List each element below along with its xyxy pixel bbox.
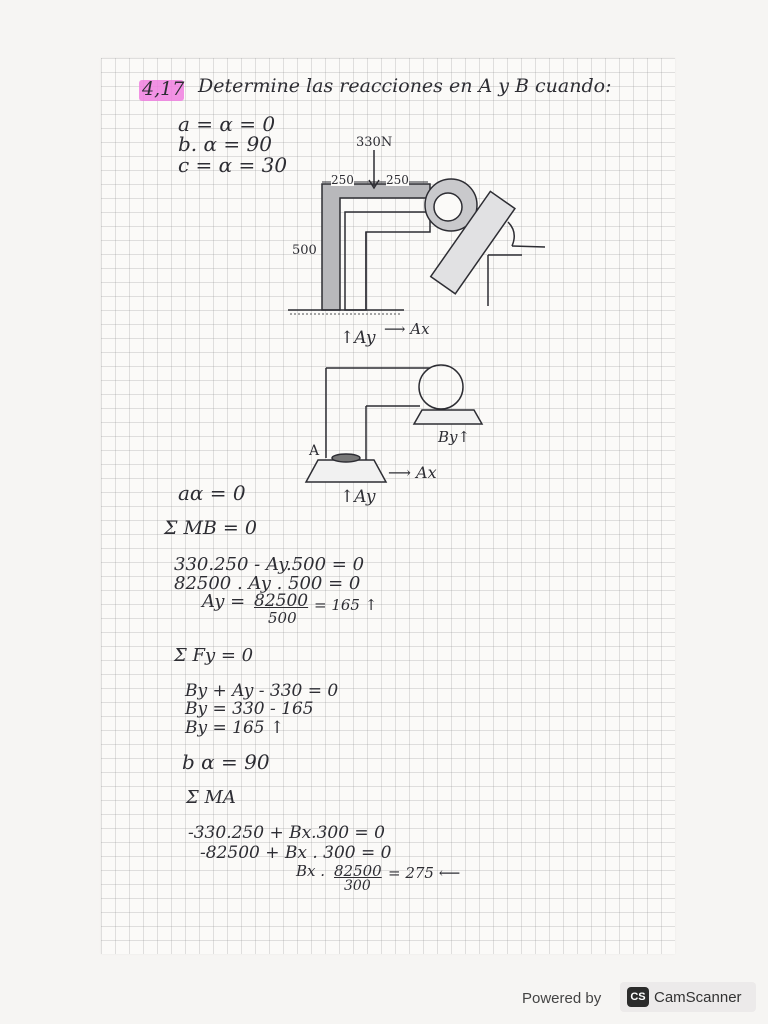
- powered-by-text: Powered by: [522, 990, 602, 1007]
- equation-5: By = 330 - 165: [185, 699, 314, 719]
- equation-7: -330.250 + Bx.300 = 0: [188, 823, 385, 843]
- equation-9-lhs: Bx .: [296, 862, 326, 880]
- case-c: c = α = 30: [178, 153, 288, 177]
- equation-8: -82500 + Bx . 300 = 0: [200, 843, 392, 863]
- problem-number: 4,17: [142, 78, 185, 100]
- equation-2: 82500 . Ay . 500 = 0: [174, 573, 361, 594]
- part-a-heading: aα = 0: [178, 481, 246, 505]
- ax-label-1: ⟶ Ax: [384, 320, 430, 338]
- equation-1: 330.250 - Ay.500 = 0: [174, 554, 365, 575]
- equation-9-num: 82500: [334, 862, 382, 880]
- by-label: By↑: [438, 428, 471, 446]
- sum-moments-b: Σ MB = 0: [164, 517, 257, 539]
- camscanner-logo-icon: CS: [627, 987, 649, 1007]
- part-b-heading: b α = 90: [182, 750, 270, 774]
- equation-3-den: 500: [268, 609, 297, 627]
- dim-left: 250: [331, 173, 354, 187]
- equation-9-rhs: = 275 ⟵: [388, 864, 461, 882]
- force-label: 330N: [356, 135, 393, 150]
- case-a: a = α = 0: [178, 112, 276, 136]
- problem-statement: Determine las reacciones en A y B cuando:: [198, 75, 612, 97]
- equation-3-num: 82500: [254, 591, 309, 611]
- ay-label-2: ↑Ay: [340, 487, 376, 507]
- equation-4: By + Ay - 330 = 0: [185, 681, 339, 701]
- sum-moments-a: Σ MA: [186, 787, 236, 808]
- camscanner-name: CamScanner: [654, 989, 742, 1006]
- height-label: 500: [292, 243, 317, 258]
- ax-label-2: ⟶ Ax: [388, 463, 437, 482]
- case-b: b. α = 90: [178, 132, 272, 156]
- equation-3-rhs: = 165 ↑: [314, 596, 378, 614]
- dim-right: 250: [386, 173, 409, 187]
- a-label: A: [309, 443, 320, 459]
- equation-9-den: 300: [344, 878, 371, 894]
- sum-forces-y: Σ Fy = 0: [174, 645, 254, 666]
- equation-3-lhs: Ay =: [202, 591, 246, 612]
- ay-label-1: ↑Ay: [340, 328, 376, 348]
- equation-6: By = 165 ↑: [185, 718, 285, 738]
